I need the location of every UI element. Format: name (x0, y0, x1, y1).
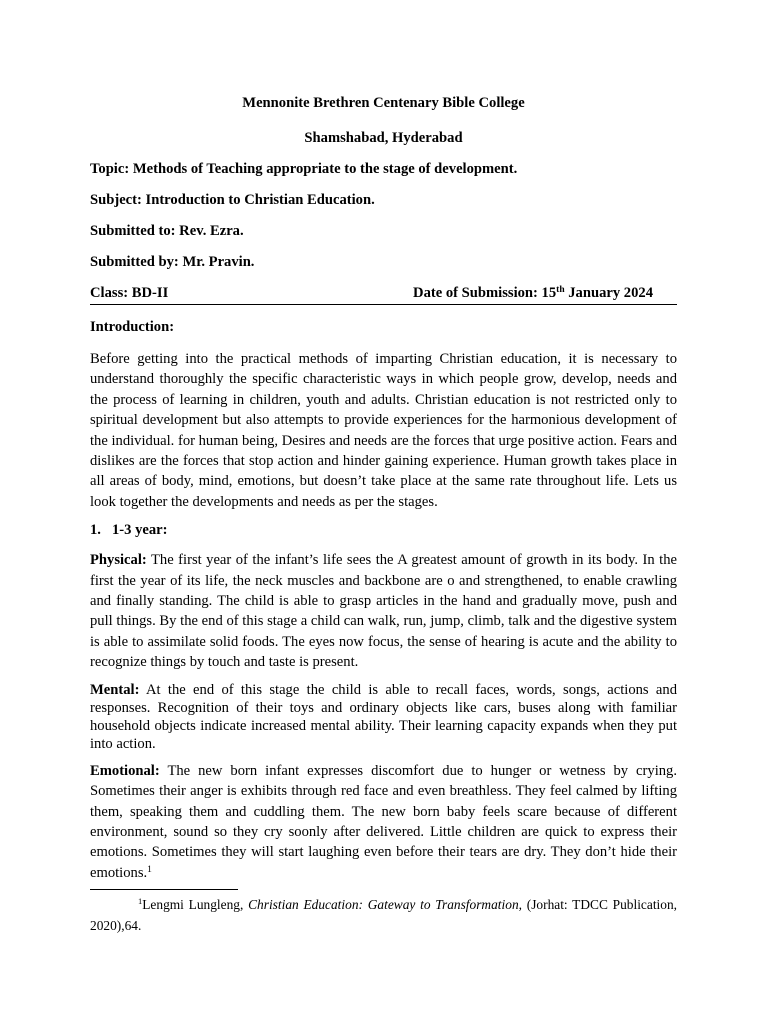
date-suffix: January 2024 (564, 285, 653, 301)
footnote-author: Lengmi Lungleng, (142, 897, 249, 912)
mental-label: Mental: (90, 681, 140, 698)
introduction-paragraph: Before getting into the practical methods of imparting Christian education, it is necessary to understand thoroughly the specific characteristic ways in which people grow, develop, needs and the process of learning in children, youth and adults. Christian education is not restricted only to spiritual development but also attempts to provide experiences for the harmonious development of the individual. for human being, Desires and needs are the forces that urge positive action. Fears and dislikes are the forces that stop action and hinder gaining experience. Human growth takes place in all areas of body, mind, emotions, but doesn’t take place at the same rate throughout life. Lets us look together the developments and needs as per the stages. (90, 351, 677, 510)
class-line: Class: BD-II (90, 285, 169, 301)
date-superscript: th (556, 285, 565, 295)
mental-paragraph (90, 681, 677, 753)
physical-text: The first year of the infant’s life sees the A greatest amount of growth in its body. In the first the year of its life, the neck muscles and backbone are o and strengthened, to enable crawling and finally standing. The child is able to grasp articles in the hand and gradually move, push and pull things. By the end of this stage a child can walk, run, jump, climb, talk and the digestive system is able to assimilate solid foods. The eyes now focus, the sense of hearing is acute and the ability to recognize things by touch and taste is present. (90, 552, 677, 671)
submitted-to-line: Submitted to: Rev. Ezra. (90, 223, 244, 239)
submitted-by-line: Submitted by: Mr. Pravin. (90, 254, 255, 270)
subject-line: Subject: Introduction to Christian Education. (90, 192, 375, 208)
section-heading-1-3-year (90, 520, 677, 540)
document-body (90, 93, 677, 891)
emotional-paragraph (90, 761, 677, 883)
class-date-row (90, 283, 677, 305)
footnote-number: 1 (138, 896, 143, 906)
footnote-publication: (Jorhat: TDCC Publication, 2020),64. (90, 897, 678, 933)
introduction-heading: Introduction: (90, 319, 175, 335)
date-prefix: Date of Submission: 15 (413, 285, 557, 301)
college-location: Shamshabad, Hyderabad (304, 130, 463, 146)
section-title: 1-3 year: (112, 522, 168, 539)
section-number: 1. (90, 522, 101, 539)
physical-paragraph (90, 550, 677, 672)
physical-label: Physical: (90, 552, 147, 569)
emotional-text: The new born infant expresses discomfort due to hunger or wetness by crying. Sometimes their anger is exhibits through red face and even breathless. They feel calmed by lifting them, speaking them and cuddling them. The new born baby feels scare because of different environment, sound so they cry soonly after delivered. Little children are quick to express their emotions. Sometimes they will start laughing even before their tears are dry. They don’t hide their emotions. (90, 762, 677, 881)
emotional-label: Emotional: (90, 762, 160, 779)
footnote-book-title: Christian Education: Gateway to Transformation, (248, 897, 522, 912)
submission-date (413, 283, 653, 303)
footnote-separator (90, 889, 238, 890)
college-name: Mennonite Brethren Centenary Bible College (242, 95, 525, 111)
topic-line: Topic: Methods of Teaching appropriate to the stage of development. (90, 161, 518, 177)
footnote (90, 894, 677, 936)
footnote-reference: 1 (147, 864, 152, 875)
mental-text: At the end of this stage the child is able to recall faces, words, songs, actions and responses. Recognition of their toys and ordinary objects like cars, buses along with familiar household objects indicate increased mental ability. Their learning capacity expands when they put into action. (90, 681, 677, 752)
